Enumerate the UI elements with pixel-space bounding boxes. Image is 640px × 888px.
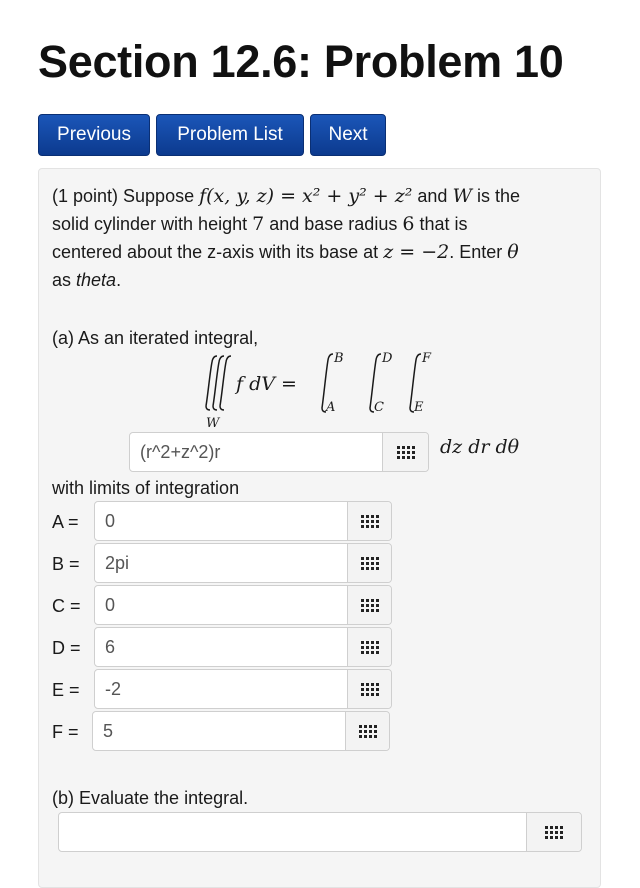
upper-limit-b: B (334, 351, 344, 366)
limit-label-b: B = (52, 554, 80, 574)
previous-button[interactable]: Previous (38, 114, 150, 156)
keypad-grid-icon (360, 598, 380, 612)
keypad-grid-icon (360, 514, 380, 528)
keypad-grid-icon (358, 724, 378, 738)
limit-label-f: F = (52, 722, 79, 742)
region-symbol: W (452, 185, 472, 207)
limit-f-input[interactable] (93, 712, 345, 750)
lower-limit-e: E (414, 400, 424, 415)
keypad-button[interactable] (347, 586, 391, 624)
keypad-button[interactable] (345, 712, 389, 750)
limit-d-answer-box (94, 627, 392, 667)
keypad-button[interactable] (347, 544, 391, 582)
region-label: W (206, 416, 220, 430)
limit-label-a: A = (52, 512, 79, 532)
next-button[interactable]: Next (310, 114, 386, 156)
limit-label-c: C = (52, 596, 81, 616)
problem-navigation (38, 114, 386, 156)
upper-limit-d: D (382, 351, 393, 366)
limit-a-answer-box (94, 501, 392, 541)
base-equation: z = −2 (383, 241, 450, 263)
theta-word: theta (76, 270, 117, 290)
limit-d-input[interactable] (95, 628, 347, 666)
keypad-button[interactable] (382, 433, 428, 471)
part-b-input[interactable] (59, 813, 526, 851)
part-b-label: (b) Evaluate the integral. (52, 788, 249, 808)
problem-statement: (1 point) Suppose f(x, y, z) = x² + y² + z² and W is the solid cylinder with height 7 and base radius 6 that is centered about the z-axis with its base at z = −2. Enter θ as theta. (52, 185, 521, 290)
keypad-grid-icon (360, 682, 380, 696)
limit-e-answer-box (94, 669, 392, 709)
page-title: Section 12.6: Problem 10 (38, 36, 564, 87)
iterated-integral-equation (200, 348, 460, 430)
differential-order: dz dr dθ (440, 436, 520, 458)
keypad-button[interactable] (347, 670, 391, 708)
limit-c-input[interactable] (95, 586, 347, 624)
points-text: (1 point) Suppose (52, 186, 195, 206)
limit-f-answer-box (92, 711, 390, 751)
height-value: 7 (252, 213, 265, 235)
problem-list-button[interactable]: Problem List (156, 114, 304, 156)
radius-value: 6 (402, 213, 415, 235)
lower-limit-c: C (374, 400, 384, 415)
keypad-grid-icon (544, 825, 564, 839)
limit-a-input[interactable] (95, 502, 347, 540)
part-b-answer-box (58, 812, 582, 852)
limits-label: with limits of integration (52, 478, 240, 498)
upper-limit-f: F (422, 351, 432, 366)
theta-symbol: θ (507, 241, 519, 263)
limit-b-answer-box (94, 543, 392, 583)
limit-b-input[interactable] (95, 544, 347, 582)
limit-e-input[interactable] (95, 670, 347, 708)
triple-integral-icon (206, 356, 231, 410)
integrand-answer-box (129, 432, 429, 472)
limit-label-e: E = (52, 680, 80, 700)
limit-c-answer-box (94, 585, 392, 625)
keypad-button[interactable] (347, 628, 391, 666)
lower-limit-a: A (326, 400, 336, 415)
keypad-grid-icon (360, 556, 380, 570)
keypad-grid-icon (360, 640, 380, 654)
integrand-input[interactable] (130, 433, 382, 471)
limit-label-d: D = (52, 638, 81, 658)
function-definition: f(x, y, z) = x² + y² + z² (199, 185, 413, 207)
keypad-grid-icon (396, 445, 416, 459)
part-a-label: (a) As an iterated integral, (52, 328, 259, 348)
lhs-integrand: f dV = (236, 373, 297, 395)
keypad-button[interactable] (347, 502, 391, 540)
keypad-button[interactable] (526, 813, 581, 851)
